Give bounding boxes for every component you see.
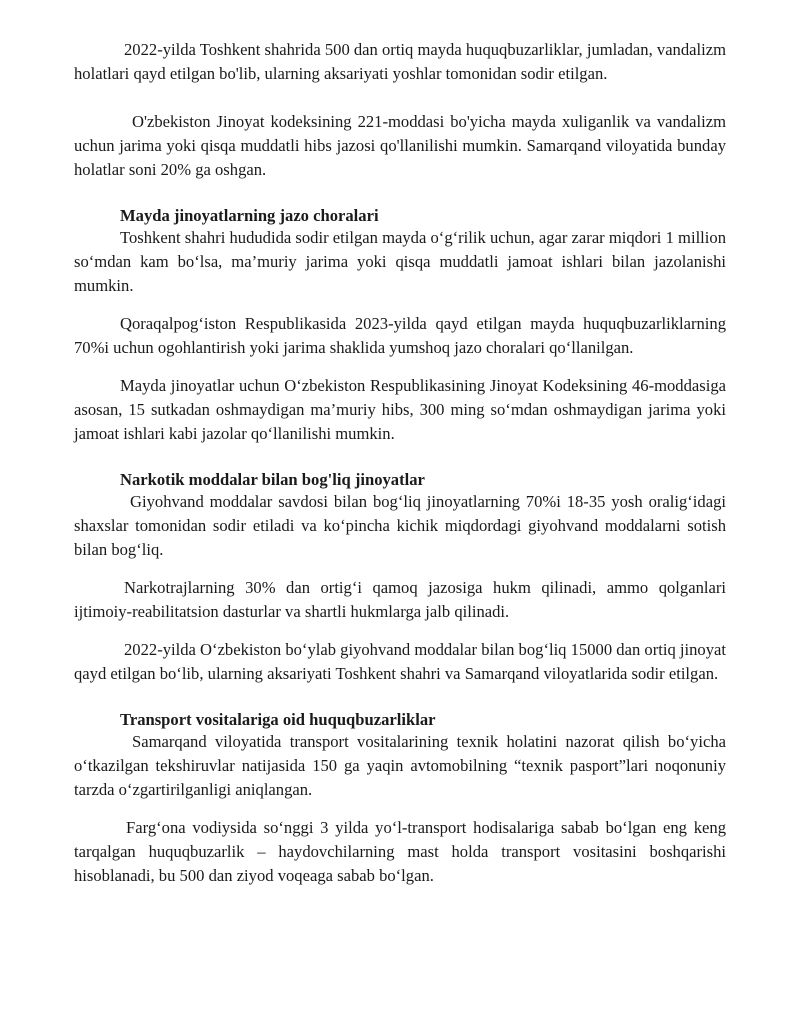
paragraph: Giyohvand moddalar savdosi bilan bog‘liq jinoyatlarning 70%i 18-35 yosh oralig‘idagi shaxslar tomonidan sodir etiladi va ko‘pincha kichik miqdordagi giyohvand moddalarni sotish bilan bog‘liq. [74, 492, 726, 559]
section-heading: Narkotik moddalar bilan bog'liq jinoyatlar [120, 470, 425, 489]
paragraph-spacer [74, 86, 726, 110]
section-heading: Transport vositalariga oid huquqbuzarliklar [120, 710, 436, 729]
section-heading: Mayda jinoyatlarning jazo choralari [120, 206, 379, 225]
paragraph-spacer [74, 624, 726, 638]
paragraph: Toshkent shahri hududida sodir etilgan mayda o‘g‘rilik uchun, agar zarar miqdori 1 million so‘mdan kam bo‘lsa, ma’muriy jarima yoki qisqa muddatli jamoat ishlari bilan jazolanishi mumkin. [74, 228, 726, 295]
paragraph-spacer [74, 298, 726, 312]
paragraph-spacer [74, 802, 726, 816]
paragraph-spacer [74, 182, 726, 206]
paragraph-spacer [74, 562, 726, 576]
paragraph: Narkotrajlarning 30% dan ortig‘i qamoq jazosiga hukm qilinadi, ammo qolganlari ijtimoiy-reabilitatsion dasturlar va shartli hukmlarga jalb qilinadi. [74, 578, 726, 621]
paragraph-spacer [74, 446, 726, 470]
paragraph: Samarqand viloyatida transport vositalarining texnik holatini nazorat qilish bo‘yicha o‘tkazilgan tekshiruvlar natijasida 150 ga yaqin avtomobilning “texnik pasport”lari noqonuniy tarzda o‘zgartirilganligi aniqlangan. [74, 732, 726, 799]
paragraph: 2022-yilda Toshkent shahrida 500 dan ortiq mayda huquqbuzarliklar, jumladan, vandalizm holatlari qayd etilgan bo'lib, ularning aksariyati yoshlar tomonidan sodir etilgan. [74, 40, 727, 83]
paragraph-spacer [74, 360, 726, 374]
paragraph: 2022-yilda O‘zbekiston bo‘ylab giyohvand moddalar bilan bog‘liq 15000 dan ortiq jinoyat qayd etilgan bo‘lib, ularning aksariyati Toshkent shahri va Samarqand viloyatlarida sodir etilgan. [74, 640, 726, 683]
paragraph: Farg‘ona vodiysida so‘nggi 3 yilda yo‘l-transport hodisalariga sabab bo‘lgan eng keng tarqalgan huquqbuzarlik – haydovchilarning mast holda transport vositasini boshqarishi hisoblanadi, bu 500 dan ziyod voqeaga sabab bo‘lgan. [74, 818, 726, 885]
paragraph: Qoraqalpog‘iston Respublikasida 2023-yilda qayd etilgan mayda huquqbuzarliklarning 70%i uchun ogohlantirish yoki jarima shaklida yumshoq jazo choralari qo‘llanilgan. [74, 314, 726, 357]
paragraph-spacer [74, 686, 726, 710]
paragraph: Mayda jinoyatlar uchun O‘zbekiston Respublikasining Jinoyat Kodeksining 46-moddasiga asosan, 15 sutkadan oshmaydigan ma’muriy hibs, 300 ming so‘mdan oshmaydigan jarima yoki jamoat ishlari kabi jazolar qo‘llanilishi mumkin. [74, 376, 726, 443]
paragraph: O'zbekiston Jinoyat kodeksining 221-moddasi bo'yicha mayda xuliganlik va vandalizm uchun jarima yoki qisqa muddatli hibs jazosi qo'llanilishi mumkin. Samarqand viloyatida bunday holatlar soni 20% ga oshgan. [74, 112, 726, 179]
